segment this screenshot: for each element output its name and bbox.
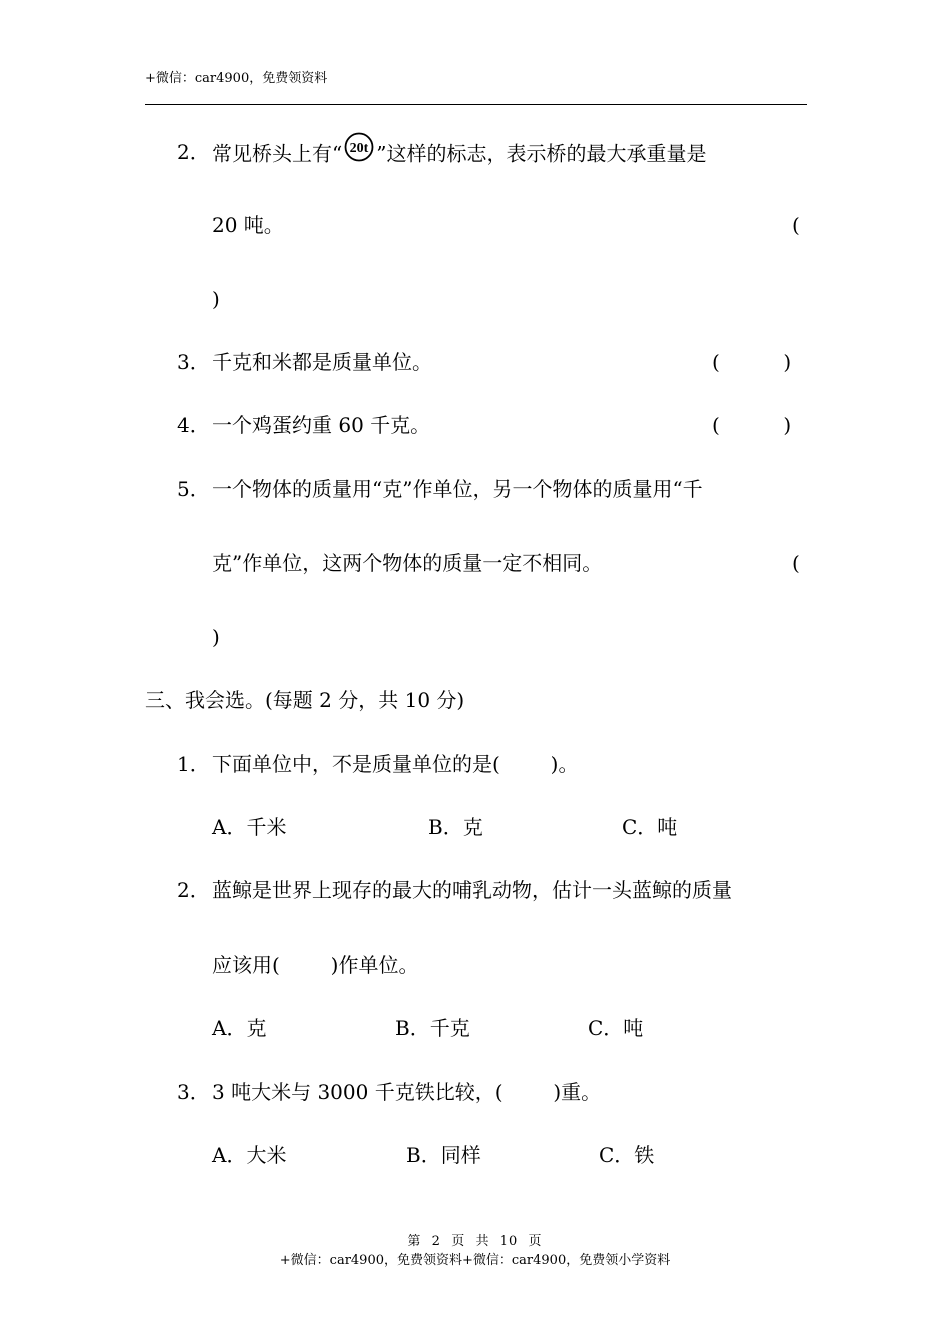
judge-q2-line2: 20 吨。: [212, 213, 284, 237]
judge-q3-text: 千克和米都是质量单位。: [212, 350, 432, 374]
page-number: 第 2 页 共 10 页: [407, 1234, 543, 1249]
judge-q2-answer-close: ): [212, 287, 220, 311]
judge-q2-text-after: ”这样的标志，表示桥的最大承重量是: [376, 141, 707, 166]
judge-q5-answer-close: ): [212, 625, 220, 649]
judge-q2-number: 2．: [177, 140, 210, 164]
choose-q1-text: 下面单位中，不是质量单位的是( )。: [212, 752, 579, 776]
header-divider: [145, 104, 807, 105]
weight-limit-sign-icon: [344, 132, 374, 162]
choose-q3-option-a[interactable]: A．大米: [212, 1143, 287, 1167]
choose-q1-option-b[interactable]: B．克: [428, 815, 483, 839]
footer-text: +微信：car4900，免费领资料+微信：car4900，免费领小学资料: [279, 1253, 671, 1268]
judge-q5-answer-open[interactable]: (: [792, 551, 800, 575]
judge-q5-number: 5．: [177, 477, 210, 501]
choose-q2-line2: 应该用( )作单位。: [212, 953, 419, 977]
judge-q5-line2: 克”作单位，这两个物体的质量一定不相同。: [212, 551, 603, 575]
judge-q2-text-before: 常见桥头上有“: [212, 141, 343, 166]
choose-q3-number: 3．: [177, 1080, 210, 1104]
choose-q2-option-a[interactable]: A．克: [212, 1016, 267, 1040]
choose-q3-option-b[interactable]: B．同样: [406, 1143, 481, 1167]
judge-q3-number: 3．: [177, 350, 210, 374]
judge-q4-number: 4．: [177, 413, 210, 437]
section-title: 三、我会选。(每题 2 分，共 10 分): [145, 688, 465, 712]
choose-q1-option-a[interactable]: A．千米: [212, 815, 287, 839]
weight-limit-sign-text: 20t: [349, 141, 369, 156]
choose-q2-line1: 蓝鲸是世界上现存的最大的哺乳动物，估计一头蓝鲸的质量: [212, 878, 732, 902]
choose-q2-number: 2．: [177, 878, 210, 902]
choose-q1-option-c[interactable]: C．吨: [622, 815, 678, 839]
judge-q3-answer-blank[interactable]: ( ): [712, 350, 792, 374]
judge-q5-line1: 一个物体的质量用“克”作单位，另一个物体的质量用“千: [212, 477, 703, 501]
judge-q2-line1: [212, 140, 706, 170]
header-text: +微信：car4900，免费领资料: [145, 71, 328, 86]
choose-q1-number: 1．: [177, 752, 210, 776]
choose-q3-text: 3 吨大米与 3000 千克铁比较，( )重。: [212, 1080, 602, 1104]
choose-q2-option-c[interactable]: C．吨: [588, 1016, 644, 1040]
judge-q2-answer-open[interactable]: (: [792, 213, 800, 237]
choose-q3-option-c[interactable]: C．铁: [599, 1143, 655, 1167]
judge-q4-text: 一个鸡蛋约重 60 千克。: [212, 413, 431, 437]
choose-q2-option-b[interactable]: B．千克: [395, 1016, 470, 1040]
judge-q4-answer-blank[interactable]: ( ): [712, 413, 792, 437]
